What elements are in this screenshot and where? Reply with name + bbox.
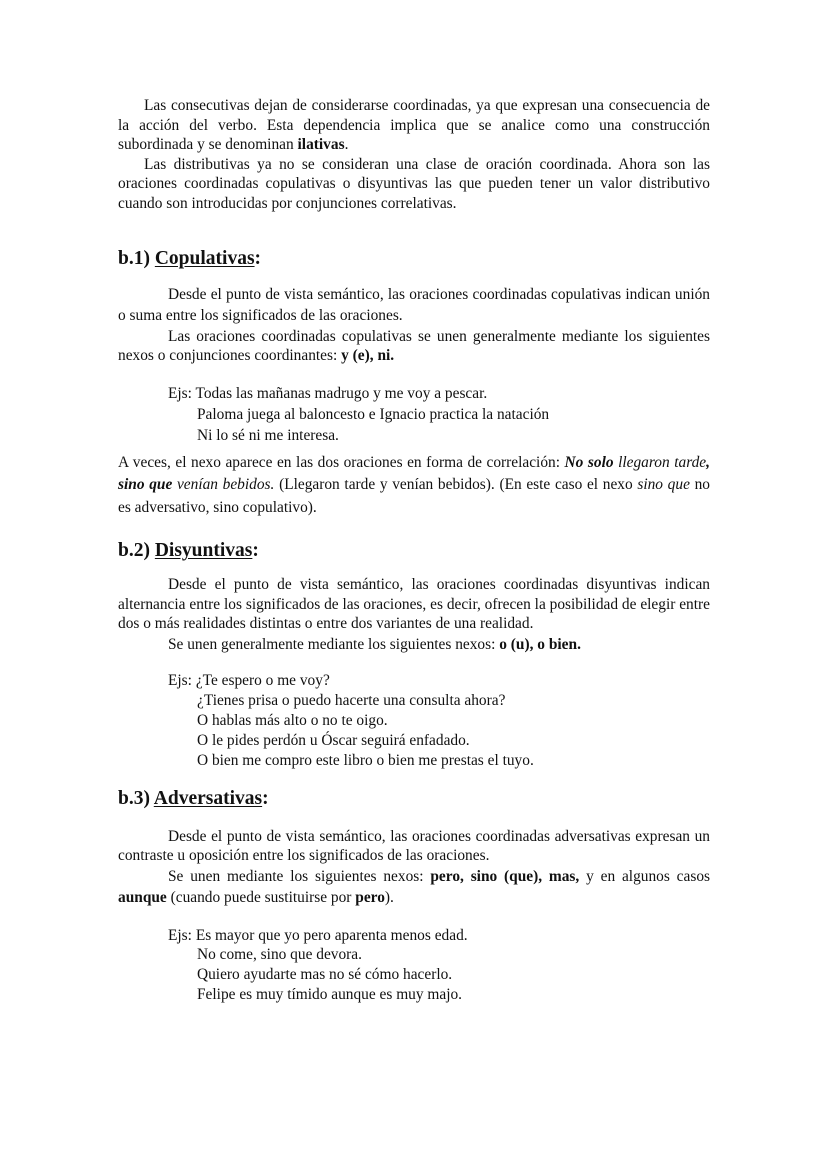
section-heading-adversativas: [118, 788, 710, 810]
example-line: O hablas más alto o no te oigo.: [197, 711, 388, 729]
section-title: Disyuntivas: [154, 540, 253, 562]
example-line: [168, 383, 710, 404]
note-nexo: No solo: [564, 453, 614, 471]
example-line: No come, sino que devora.: [197, 946, 362, 964]
nexos-text: ).: [384, 889, 394, 907]
section-heading-copulativas: [118, 248, 710, 270]
example-line: Ni lo sé ni me interesa.: [197, 426, 339, 444]
note-nexo-italic: sino que: [637, 476, 690, 494]
term-ilativas: ilativas: [297, 136, 345, 154]
example-text: ¿Te espero o me voy?: [195, 671, 330, 689]
note-example: venían bebidos.: [172, 476, 275, 494]
note-example: llegaron tarde: [613, 453, 707, 471]
section-colon: :: [252, 540, 259, 562]
copulativas-nexos: [118, 327, 710, 366]
example-line: [168, 926, 710, 946]
nexos-text: Se unen generalmente mediante los siguientes nexos:: [168, 636, 500, 654]
nexos-text: (cuando puede sustituirse por: [166, 889, 356, 907]
example-text: Es mayor que yo pero aparenta menos edad.: [195, 926, 468, 944]
section-number: b.2): [118, 540, 150, 562]
adversativas-nexos: [118, 866, 710, 909]
nexos-text: Las oraciones coordinadas copulativas se unen generalmente mediante los siguientes nexos o conjunciones coordinantes:: [118, 327, 710, 365]
section-title: Copulativas: [154, 247, 255, 269]
intro-period: .: [344, 136, 349, 154]
example-text: Todas las mañanas madrugo y me voy a pescar.: [195, 384, 488, 402]
disyuntivas-examples: [118, 671, 710, 771]
section-heading-disyuntivas: [118, 540, 710, 562]
nexos-text: y en algunos casos: [579, 867, 711, 885]
nexos-list: y (e), ni.: [341, 347, 395, 365]
section-number: b.1): [118, 247, 150, 269]
nexos-list: pero, sino (que), mas,: [430, 867, 580, 885]
copulativas-examples: [118, 383, 710, 446]
section-number: b.3): [118, 787, 150, 809]
example-line: ¿Tienes prisa o puedo hacerte una consulta ahora?: [197, 691, 506, 709]
document-page: [118, 96, 710, 1005]
intro-text: Las consecutivas dejan de considerarse coordinadas, ya que expresan una consecuencia de la acción del verbo. Esta dependencia implica que se analice como una construcción subordinada y se denominan: [118, 97, 710, 154]
note-text: (Llegaron tarde y venían bebidos). (En este caso el nexo: [274, 476, 638, 494]
adversativas-definition: Desde el punto de vista semántico, las oraciones coordinadas adversativas expresan un contraste u oposición entre los significados de las oraciones.: [118, 827, 710, 865]
example-line: Felipe es muy tímido aunque es muy majo.: [197, 986, 463, 1004]
section-colon: :: [254, 247, 262, 269]
example-line: [168, 671, 710, 691]
nexo-pero: pero: [355, 889, 385, 907]
intro-paragraph-distributivas: Las distributivas ya no se consideran una clase de oración coordinada. Ahora son las oraciones coordinadas copulativas o disyuntivas las que pueden tener un valor distributivo cuando son introducidas por conjunciones correlativas.: [118, 155, 710, 212]
example-line: O le pides perdón u Óscar seguirá enfadado.: [197, 731, 470, 749]
nexos-list: o (u), o bien.: [499, 636, 581, 654]
section-title: Adversativas: [153, 787, 263, 809]
nexos-text: Se unen mediante los siguientes nexos:: [168, 867, 431, 885]
note-nexo: , sino que: [118, 453, 710, 494]
note-text: no es adversativo, sino copulativo).: [118, 476, 710, 516]
section-colon: :: [262, 787, 269, 809]
disyuntivas-nexos: [118, 634, 710, 656]
example-line: Paloma juega al baloncesto e Ignacio practica la natación: [197, 405, 550, 423]
intro-paragraph-consecutivas: [118, 96, 710, 155]
examples-label: Ejs:: [168, 926, 192, 944]
nexo-aunque: aunque: [118, 889, 167, 907]
example-line: O bien me compro este libro o bien me prestas el tuyo.: [197, 751, 534, 769]
copulativas-correlation-note: [118, 452, 710, 520]
adversativas-examples: [118, 926, 710, 1006]
copulativas-definition: Desde el punto de vista semántico, las oraciones coordinadas copulativas indican unión o suma entre los significados de las oraciones.: [118, 285, 710, 325]
note-text: A veces, el nexo aparece en las dos oraciones en forma de correlación:: [118, 453, 565, 471]
examples-label: Ejs:: [168, 671, 192, 689]
examples-label: Ejs:: [168, 384, 192, 402]
disyuntivas-definition: Desde el punto de vista semántico, las oraciones coordinadas disyuntivas indican alternancia entre los significados de las oraciones, es decir, ofrecen la posibilidad de elegir entre dos o más realidades distintas o entre dos variantes de una realidad.: [118, 576, 710, 633]
example-line: Quiero ayudarte mas no sé cómo hacerlo.: [197, 966, 453, 984]
